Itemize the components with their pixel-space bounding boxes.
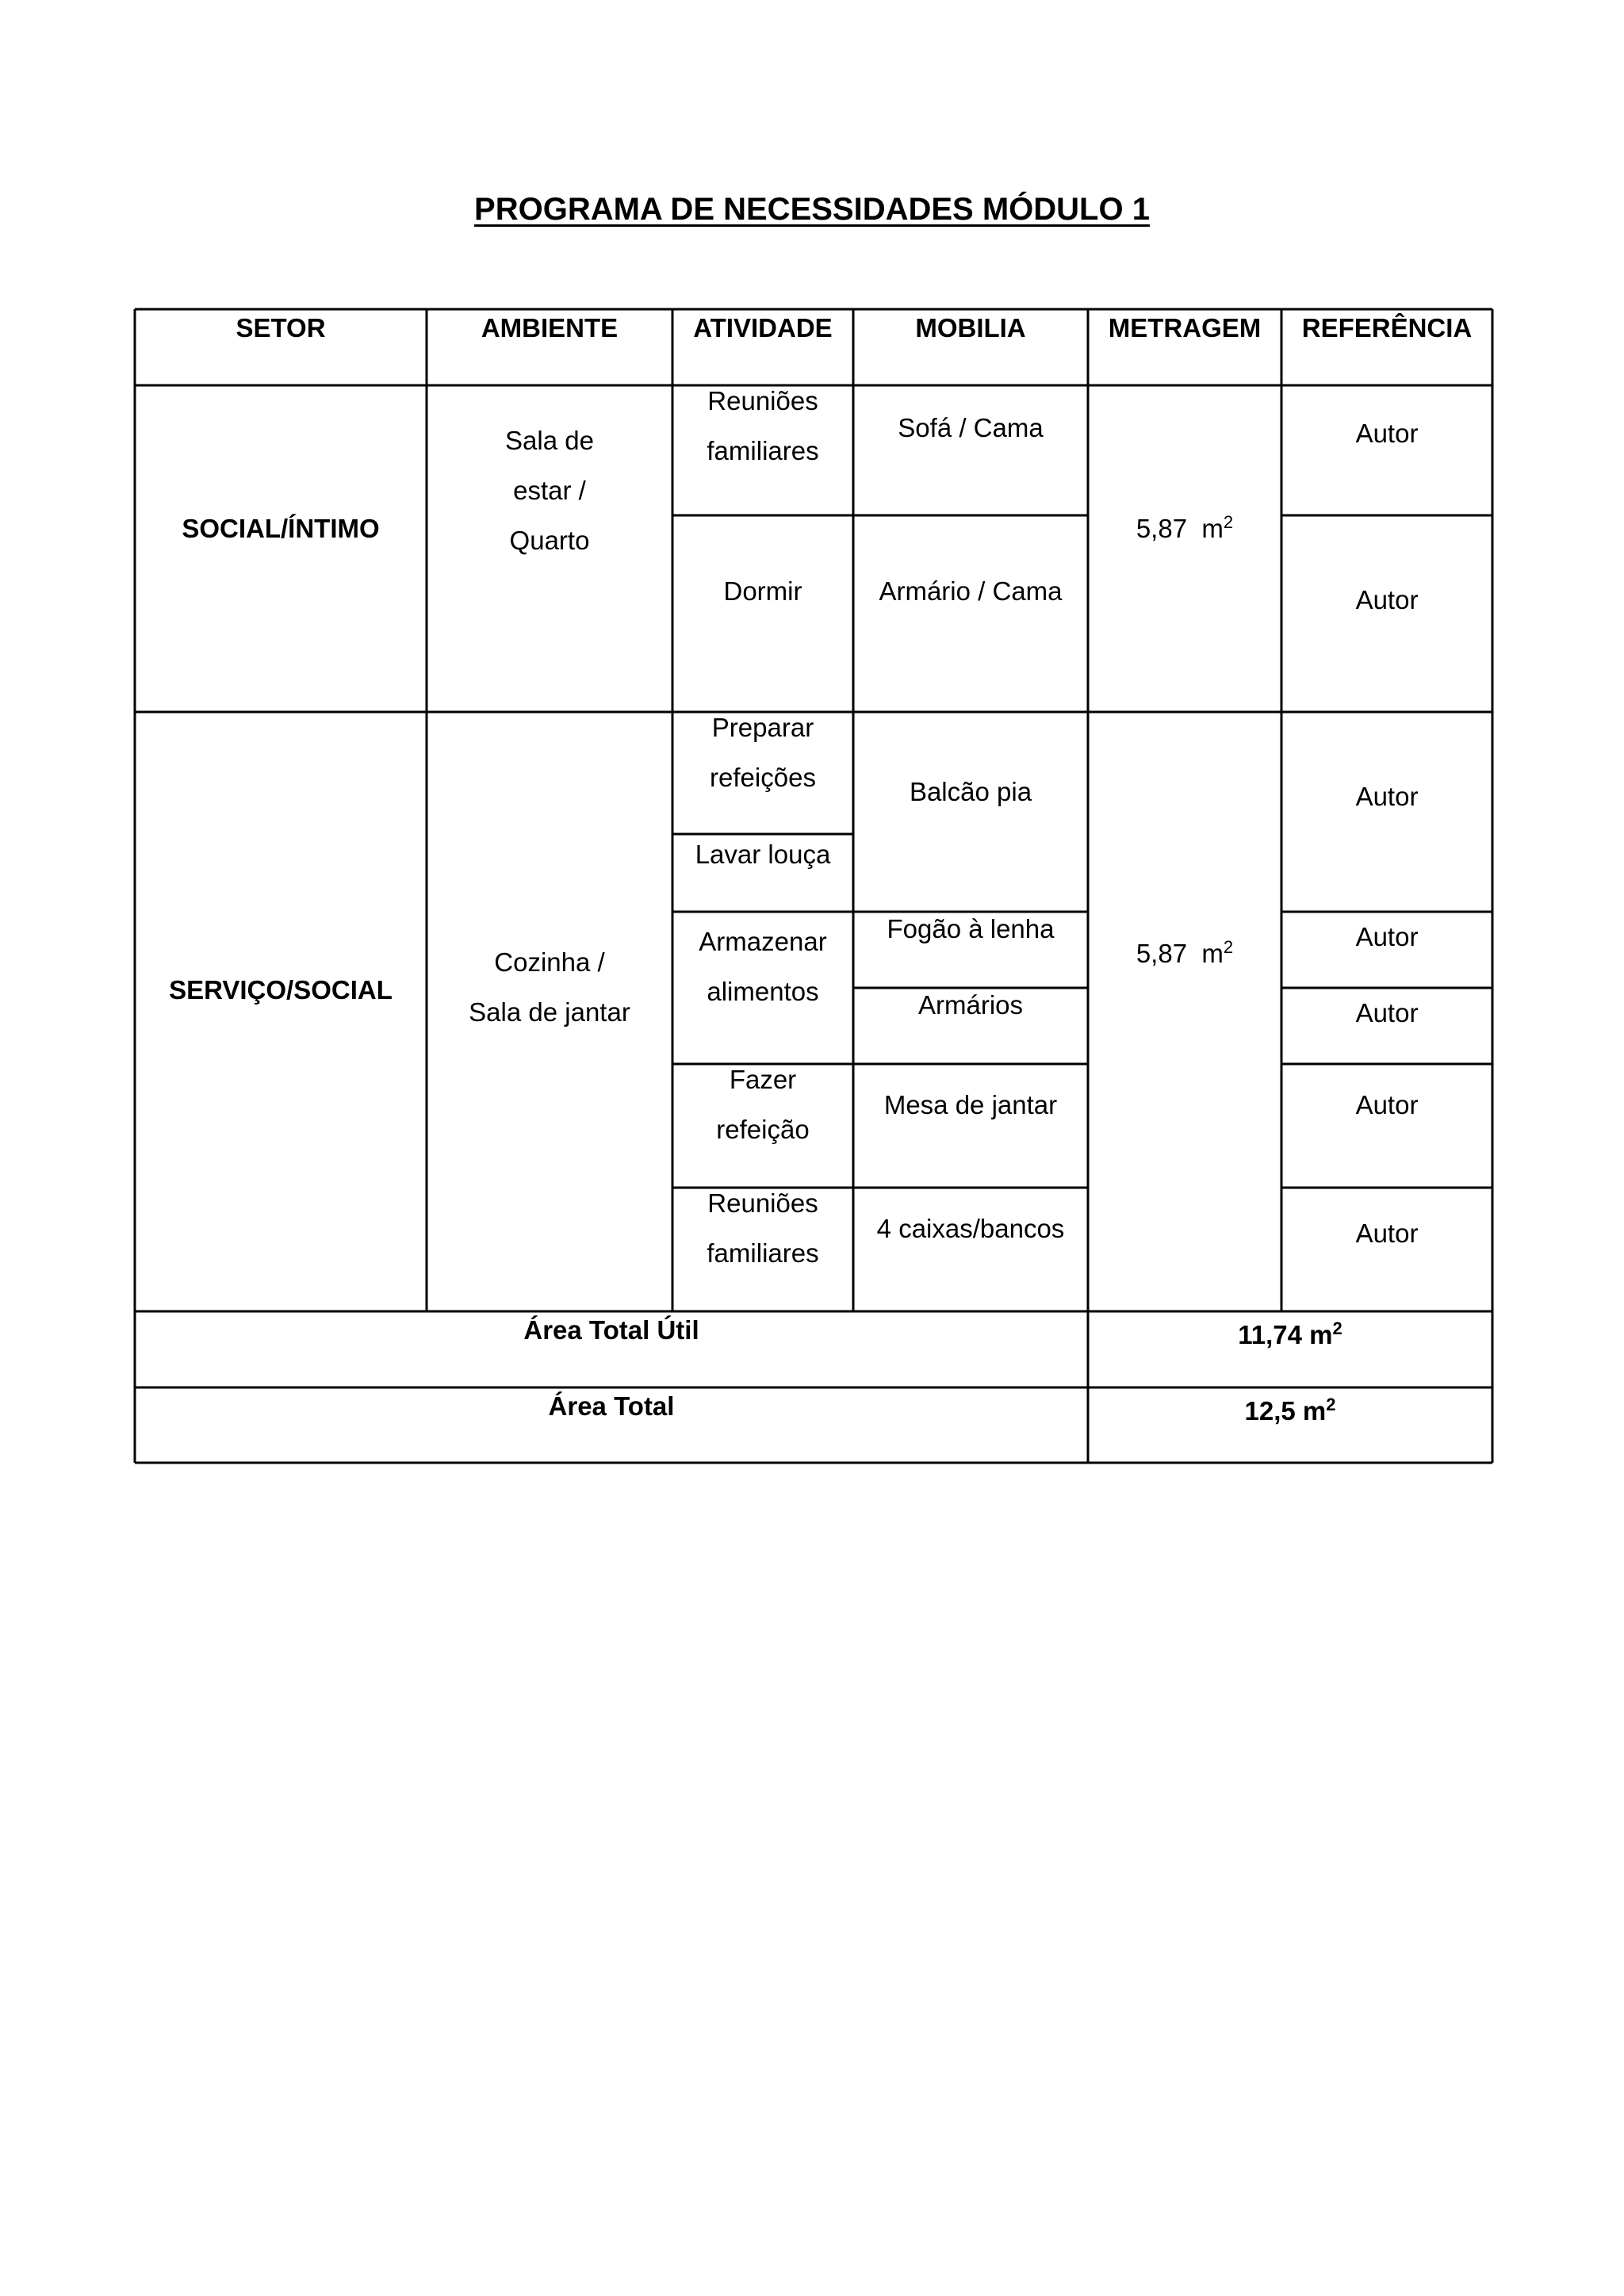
header-atividade: ATIVIDADE xyxy=(693,313,833,342)
group2-atividade-2: Lavar louça xyxy=(695,840,831,869)
group2-atividade-1: Preparar refeições xyxy=(710,713,816,792)
group1-metragem-unit: m xyxy=(1201,513,1224,543)
group2-mobilia-3: Armários xyxy=(917,990,1024,1020)
group2-mobilia-5: 4 caixas/bancos xyxy=(876,1214,1065,1243)
area-total-util-unit: m xyxy=(1309,1320,1333,1349)
group2-referencia-2: Autor xyxy=(1355,922,1419,951)
area-total-unit: m xyxy=(1302,1396,1327,1425)
group2-mobilia-1: Balcão pia xyxy=(909,776,1032,806)
group2-metragem-unit: m xyxy=(1201,938,1224,968)
group2-atividade-5: Reuniões familiares xyxy=(707,1188,819,1268)
area-total-util-value xyxy=(1088,1310,1492,1386)
group2-atividade-4: Fazer refeição xyxy=(716,1065,810,1144)
group2-referencia-4: Autor xyxy=(1355,1090,1419,1119)
group1-mobilia-2: Armário / Cama xyxy=(879,576,1063,606)
group2-setor: SERVIÇO/SOCIAL xyxy=(169,974,393,1004)
group2-ambiente: Cozinha / Sala de jantar xyxy=(469,947,630,1027)
group1-ambiente: Sala de estar / Quarto xyxy=(505,425,594,555)
area-total-value xyxy=(1088,1386,1492,1462)
header-setor: SETOR xyxy=(236,313,326,342)
page-title: PROGRAMA DE NECESSIDADES MÓDULO 1 xyxy=(474,192,1150,227)
group1-atividade-1: Reuniões familiares xyxy=(707,386,819,465)
area-total-util-exp: 2 xyxy=(1332,1318,1342,1338)
header-mobilia: MOBILIA xyxy=(915,313,1026,342)
group2-atividade-3: Armazenar alimentos xyxy=(699,927,827,1006)
group1-atividade-2: Dormir xyxy=(723,576,802,606)
group2-referencia-3: Autor xyxy=(1355,998,1419,1027)
group2-referencia-5: Autor xyxy=(1355,1219,1419,1248)
area-total-exp: 2 xyxy=(1326,1395,1336,1414)
group1-metragem-exp: 2 xyxy=(1223,511,1234,532)
group1-referencia-2: Autor xyxy=(1355,584,1419,614)
group2-metragem-value: 5,87 xyxy=(1136,938,1188,968)
group1-setor: SOCIAL/ÍNTIMO xyxy=(182,513,380,543)
area-total-label: Área Total xyxy=(548,1391,675,1421)
area-total-util-label: Área Total Útil xyxy=(523,1315,699,1345)
group1-referencia-1: Autor xyxy=(1355,419,1419,448)
group2-metragem xyxy=(1088,712,1281,1194)
header-metragem: METRAGEM xyxy=(1108,313,1262,342)
group2-mobilia-2: Fogão à lenha xyxy=(887,914,1055,943)
header-referencia: REFERÊNCIA xyxy=(1301,313,1473,342)
group1-metragem-value: 5,87 xyxy=(1136,513,1188,543)
area-total-util-number: 11,74 xyxy=(1238,1320,1302,1349)
area-total-number: 12,5 xyxy=(1244,1396,1296,1425)
header-ambiente: AMBIENTE xyxy=(481,313,619,342)
group2-metragem-exp: 2 xyxy=(1223,936,1234,957)
group2-mobilia-4: Mesa de jantar xyxy=(883,1090,1058,1119)
group1-metragem xyxy=(1088,385,1281,671)
group1-mobilia-1: Sofá / Cama xyxy=(898,413,1044,442)
group2-referencia-1: Autor xyxy=(1355,781,1419,811)
